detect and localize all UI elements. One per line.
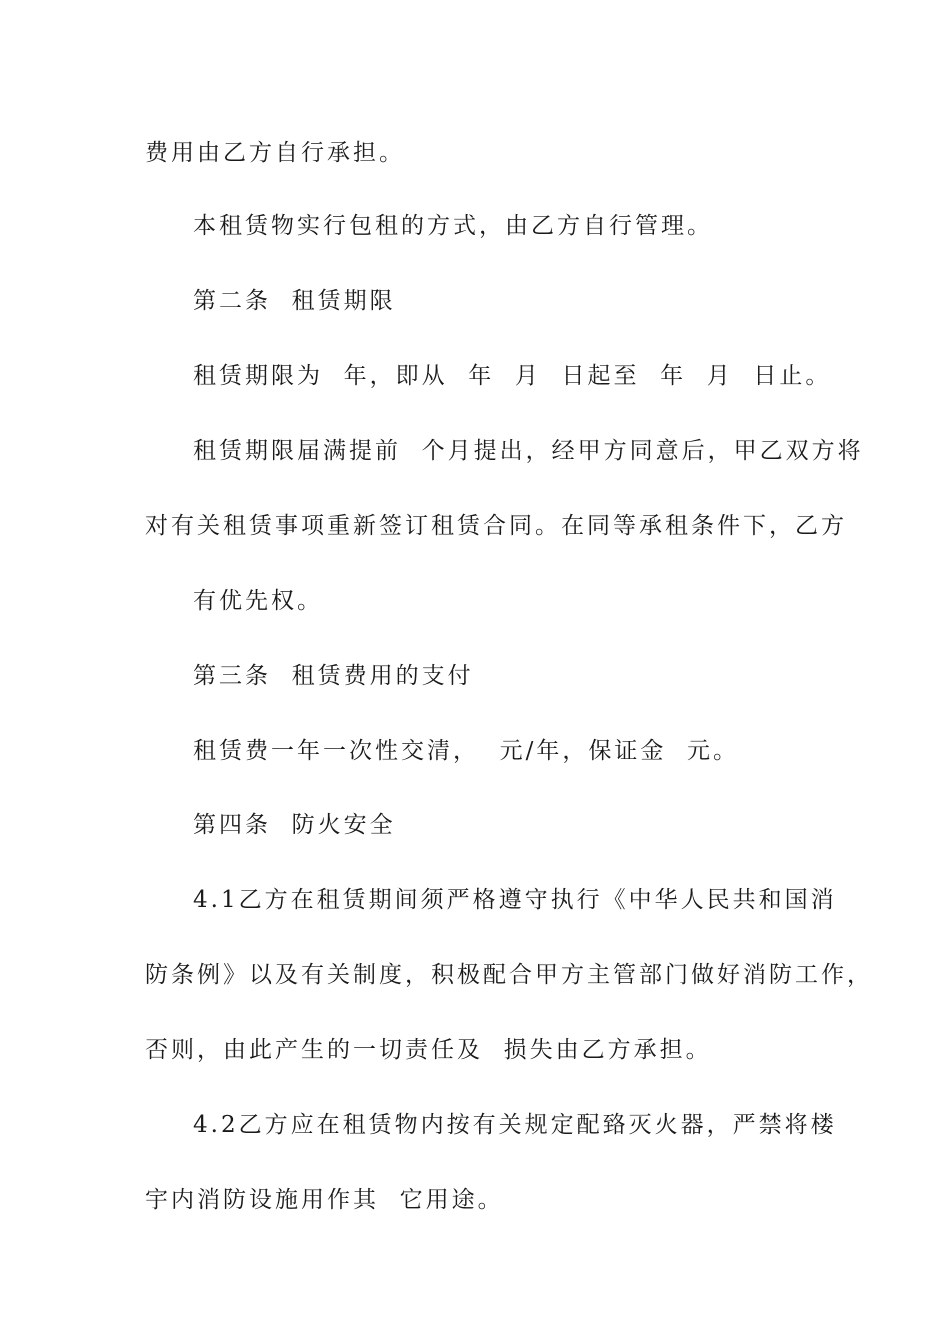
article-heading-fire-safety: 第四条 防火安全	[193, 812, 396, 838]
text-line-lease-period: 租赁期限为 年，即从 年 月 日起至 年 月 日止。	[193, 363, 832, 389]
text-line-renewal-contract: 对有关租赁事项重新签订租赁合同。在同等承租条件下，乙方	[145, 513, 847, 539]
text-line-payment-terms: 租赁费一年一次性交清， 元/年，保证金 元。	[193, 738, 739, 764]
text-line-clause-4-1: 4.1乙方在租赁期间须严格遵守执行《中华人民共和国消	[193, 887, 837, 913]
text-line-priority-right: 有优先权。	[193, 588, 323, 614]
text-line-package-lease: 本租赁物实行包租的方式，由乙方自行管理。	[193, 213, 713, 239]
text-line-renewal-notice: 租赁期限届满提前 个月提出，经甲方同意后，甲乙双方将	[193, 438, 864, 464]
text-line-clause-4-1-cont: 防条例》以及有关制度，积极配合甲方主管部门做好消防工作，	[145, 962, 873, 988]
text-line-clause-4-1-end: 否则，由此产生的一切责任及 损失由乙方承担。	[145, 1037, 712, 1063]
text-line-fee-bearing: 费用由乙方自行承担。	[145, 140, 405, 166]
text-line-clause-4-2: 4.2乙方应在租赁物内按有关规定配臵灭火器，严禁将楼	[193, 1112, 837, 1138]
article-heading-lease-term: 第二条 租赁期限	[193, 288, 396, 314]
article-heading-payment: 第三条 租赁费用的支付	[193, 663, 474, 689]
text-line-clause-4-2-end: 宇内消防设施用作其 它用途。	[145, 1187, 504, 1213]
